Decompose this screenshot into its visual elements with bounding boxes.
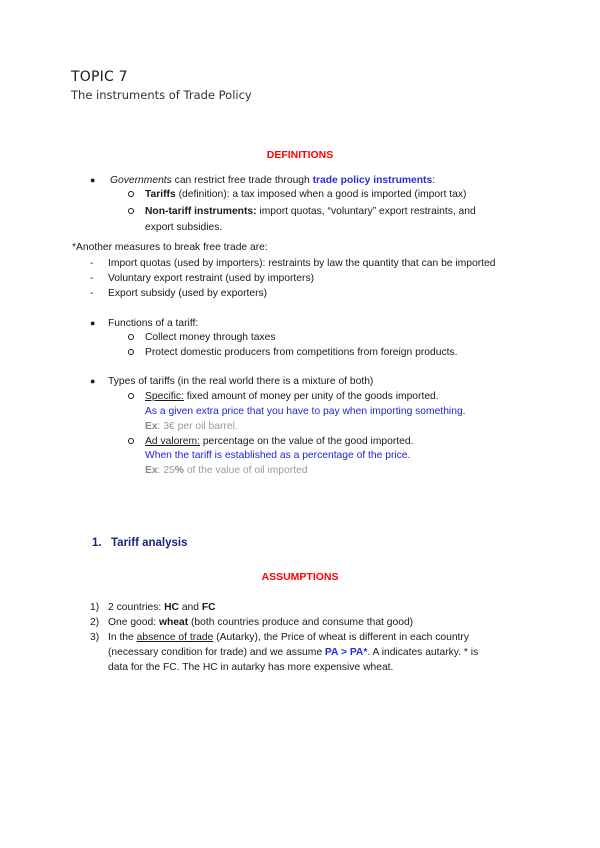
trade-policy-instruments-text: trade policy instruments [312,175,433,186]
tariffs-text: (definition): a tax imposed when a good is imported (import tax) [175,189,467,200]
assumption-text: . A indicates autarky. * is [367,647,479,658]
pa-comparison-text: PA > PA* [324,647,368,658]
functions-item: Protect domestic producers from competitions from foreign products. [145,347,458,358]
assumption-number: 1) [90,602,100,613]
measures-intro: *Another measures to break free trade are: [72,242,268,253]
nontariff-bold: Non-tariff instruments: [145,206,257,217]
absence-of-trade-text: absence of trade [136,632,214,643]
circle-bullet [128,191,134,197]
assumption-text: 2 countries: [108,602,165,613]
functions-item: Collect money through taxes [145,332,276,343]
advalorem-explanation: When the tariff is established as a percentage of the price. [145,450,411,461]
assumption-text: One good: [108,617,159,628]
assumption-text: In the [108,632,137,643]
section-number: 1. [92,537,102,549]
governments-text: can restrict free trade through [171,175,313,186]
specific-line [145,389,439,404]
tariffs-bold: Tariffs [145,189,176,200]
governments-colon: : [432,175,436,186]
page-subtitle: The instruments of Trade Policy [71,88,252,102]
assumption-number: 2) [90,617,100,628]
assumption-text: (both countries produce and consume that good) [188,617,414,628]
advalorem-example [145,463,308,478]
types-label: Types of tariffs (in the real world there is a mixture of both) [108,376,374,387]
specific-explanation: As a given extra price that you have to pay when importing something. [145,406,466,417]
assumption-item-1 [108,600,216,615]
advalorem-line [145,434,413,449]
functions-label: Functions of a tariff: [108,318,199,329]
section-title: Tariff analysis [111,537,188,549]
assumption-item-3 [108,630,469,645]
assumptions-heading: ASSUMPTIONS [261,571,339,583]
governments-line [110,173,435,188]
assumption-bold: wheat [158,617,189,628]
assumption-text: (Autarky), the Price of wheat is different in each country [213,632,469,643]
specific-term: Specific: [145,391,184,402]
bullet-dot: ● [90,318,96,328]
dash-bullet: - [90,258,94,269]
example-text: : 3€ per oil barrel. [157,421,238,432]
circle-bullet [128,208,134,214]
nontariff-continuation: export subsidies. [145,222,223,233]
dash-bullet: - [90,288,94,299]
assumption-item-3-line3: data for the FC. The HC in autarky has more expensive wheat. [108,662,394,673]
specific-text: fixed amount of money per unity of the goods imported. [183,391,439,402]
dash-bullet: - [90,273,94,284]
bullet-dot: ● [90,175,96,185]
assumption-number: 3) [90,632,100,643]
circle-bullet [128,334,134,340]
assumption-item-3-line2 [108,645,478,660]
tariffs-line [145,187,466,202]
circle-bullet [128,438,134,444]
governments-italic: Governments [110,175,172,186]
nontariff-line [145,204,476,219]
example-text: : 25 [157,465,175,476]
assumption-bold: HC [164,602,179,613]
example-percent: % [174,465,184,476]
definitions-heading: DEFINITIONS [266,149,334,161]
measures-item: Voluntary export restraint (used by importers) [108,273,315,284]
page-title: TOPIC 7 [71,69,128,85]
nontariff-text: import quotas, “voluntary” export restraints, and [256,206,476,217]
specific-example [145,419,238,434]
measures-item: Export subsidy (used by exporters) [108,288,268,299]
advalorem-term: Ad valorem: [145,436,200,447]
example-text-end: of the value of oil imported [183,465,308,476]
measures-item: Import quotas (used by importers): restraints by law the quantity that can be imported [108,258,496,269]
example-label: Ex [145,421,158,432]
circle-bullet [128,349,134,355]
advalorem-text: percentage on the value of the good imported. [199,436,414,447]
assumption-text: (necessary condition for trade) and we assume [108,647,325,658]
circle-bullet [128,393,134,399]
bullet-dot: ● [90,376,96,386]
example-label: Ex [145,465,158,476]
assumption-item-2 [108,615,413,630]
assumption-bold: FC [201,602,216,613]
assumption-text: and [178,602,202,613]
